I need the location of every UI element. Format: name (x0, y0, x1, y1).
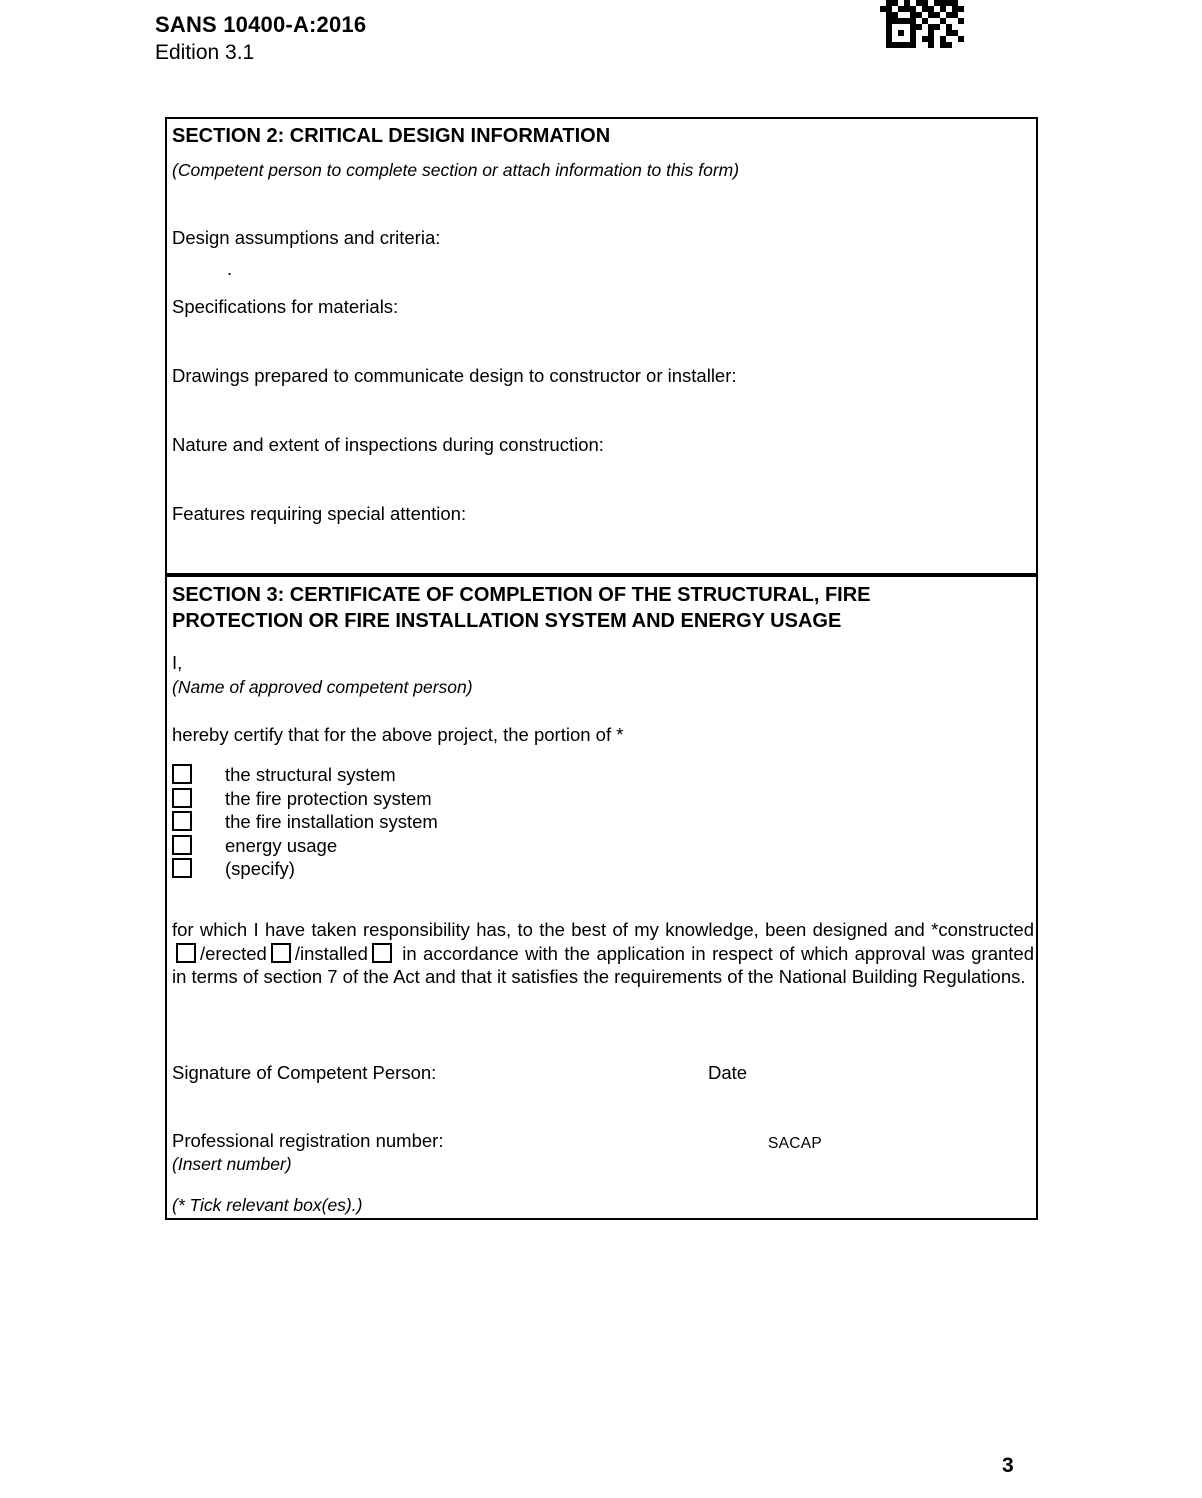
paragraph-text: for which I have taken responsibility has, to the best of my knowledge, been designed and *constructed (172, 919, 1034, 940)
checkbox-fire-installation-system[interactable] (172, 811, 192, 831)
field-label-specifications: Specifications for materials: (172, 296, 399, 317)
checklist-row-energy-usage (172, 835, 672, 859)
section2-title: SECTION 2: CRITICAL DESIGN INFORMATION (172, 125, 611, 147)
section3-title (172, 582, 1002, 634)
checklist-row-structural (172, 764, 672, 788)
edition-label: Edition 3.1 (155, 41, 255, 64)
field-label-inspections: Nature and extent of inspections during construction: (172, 434, 604, 455)
paragraph-text: in accordance with the application in respect of which approval was granted in terms of section 7 of the Act and that it satisfies the requirements of the National Building Regulations. (172, 942, 1034, 987)
date-label: Date (708, 1062, 748, 1083)
section2-note: (Competent person to complete section or attach information to this form) (172, 160, 740, 180)
field-label-drawings: Drawings prepared to communicate design to constructor or installer: (172, 365, 737, 386)
section3-title-line2: PROTECTION OR FIRE INSTALLATION SYSTEM AND ENERGY USAGE (172, 610, 842, 632)
page-number: 3 (1002, 1454, 1014, 1477)
checkbox-energy-usage[interactable] (172, 835, 192, 855)
paragraph-text: /installed (294, 942, 368, 964)
declarant-prefix: I, (172, 652, 183, 673)
checkbox-label: the structural system (225, 764, 396, 785)
checkbox-specify[interactable] (172, 858, 192, 878)
certification-paragraph (172, 918, 1034, 989)
checkbox-constructed[interactable] (176, 943, 196, 963)
checkbox-erected[interactable] (271, 943, 291, 963)
checklist-row-fire-installation (172, 811, 672, 835)
checklist-row-specify (172, 858, 672, 882)
checkbox-label: the fire protection system (225, 787, 432, 809)
field-label-design-assumptions: Design assumptions and criteria: (172, 227, 441, 248)
stray-dot: . (227, 258, 233, 279)
qr-code-icon (880, 0, 964, 48)
certify-line: hereby certify that for the above project, the portion of * (172, 724, 624, 745)
registration-number-label: Professional registration number: (172, 1130, 444, 1151)
signature-label: Signature of Competent Person: (172, 1062, 437, 1083)
checkbox-installed[interactable] (372, 943, 392, 963)
insert-number-note: (Insert number) (172, 1154, 292, 1174)
section3-title-line1: SECTION 3: CERTIFICATE OF COMPLETION OF THE STRUCTURAL, FIRE (172, 584, 871, 606)
checkbox-label: energy usage (225, 834, 338, 856)
checkbox-label: (specify) (225, 858, 295, 879)
tick-note: (* Tick relevant box(es).) (172, 1195, 363, 1215)
registration-body-label: SACAP (768, 1135, 823, 1152)
checkbox-structural-system[interactable] (172, 764, 192, 784)
checkbox-fire-protection-system[interactable] (172, 788, 192, 808)
name-note: (Name of approved competent person) (172, 677, 473, 697)
section3-panel (165, 575, 1038, 1220)
checklist-row-fire-protection (172, 788, 672, 812)
checkbox-label: the fire installation system (225, 811, 438, 832)
section2-panel (165, 117, 1038, 575)
standard-number: SANS 10400-A:2016 (155, 12, 367, 37)
paragraph-text: /erected (200, 942, 267, 964)
field-label-special-features: Features requiring special attention: (172, 503, 467, 524)
